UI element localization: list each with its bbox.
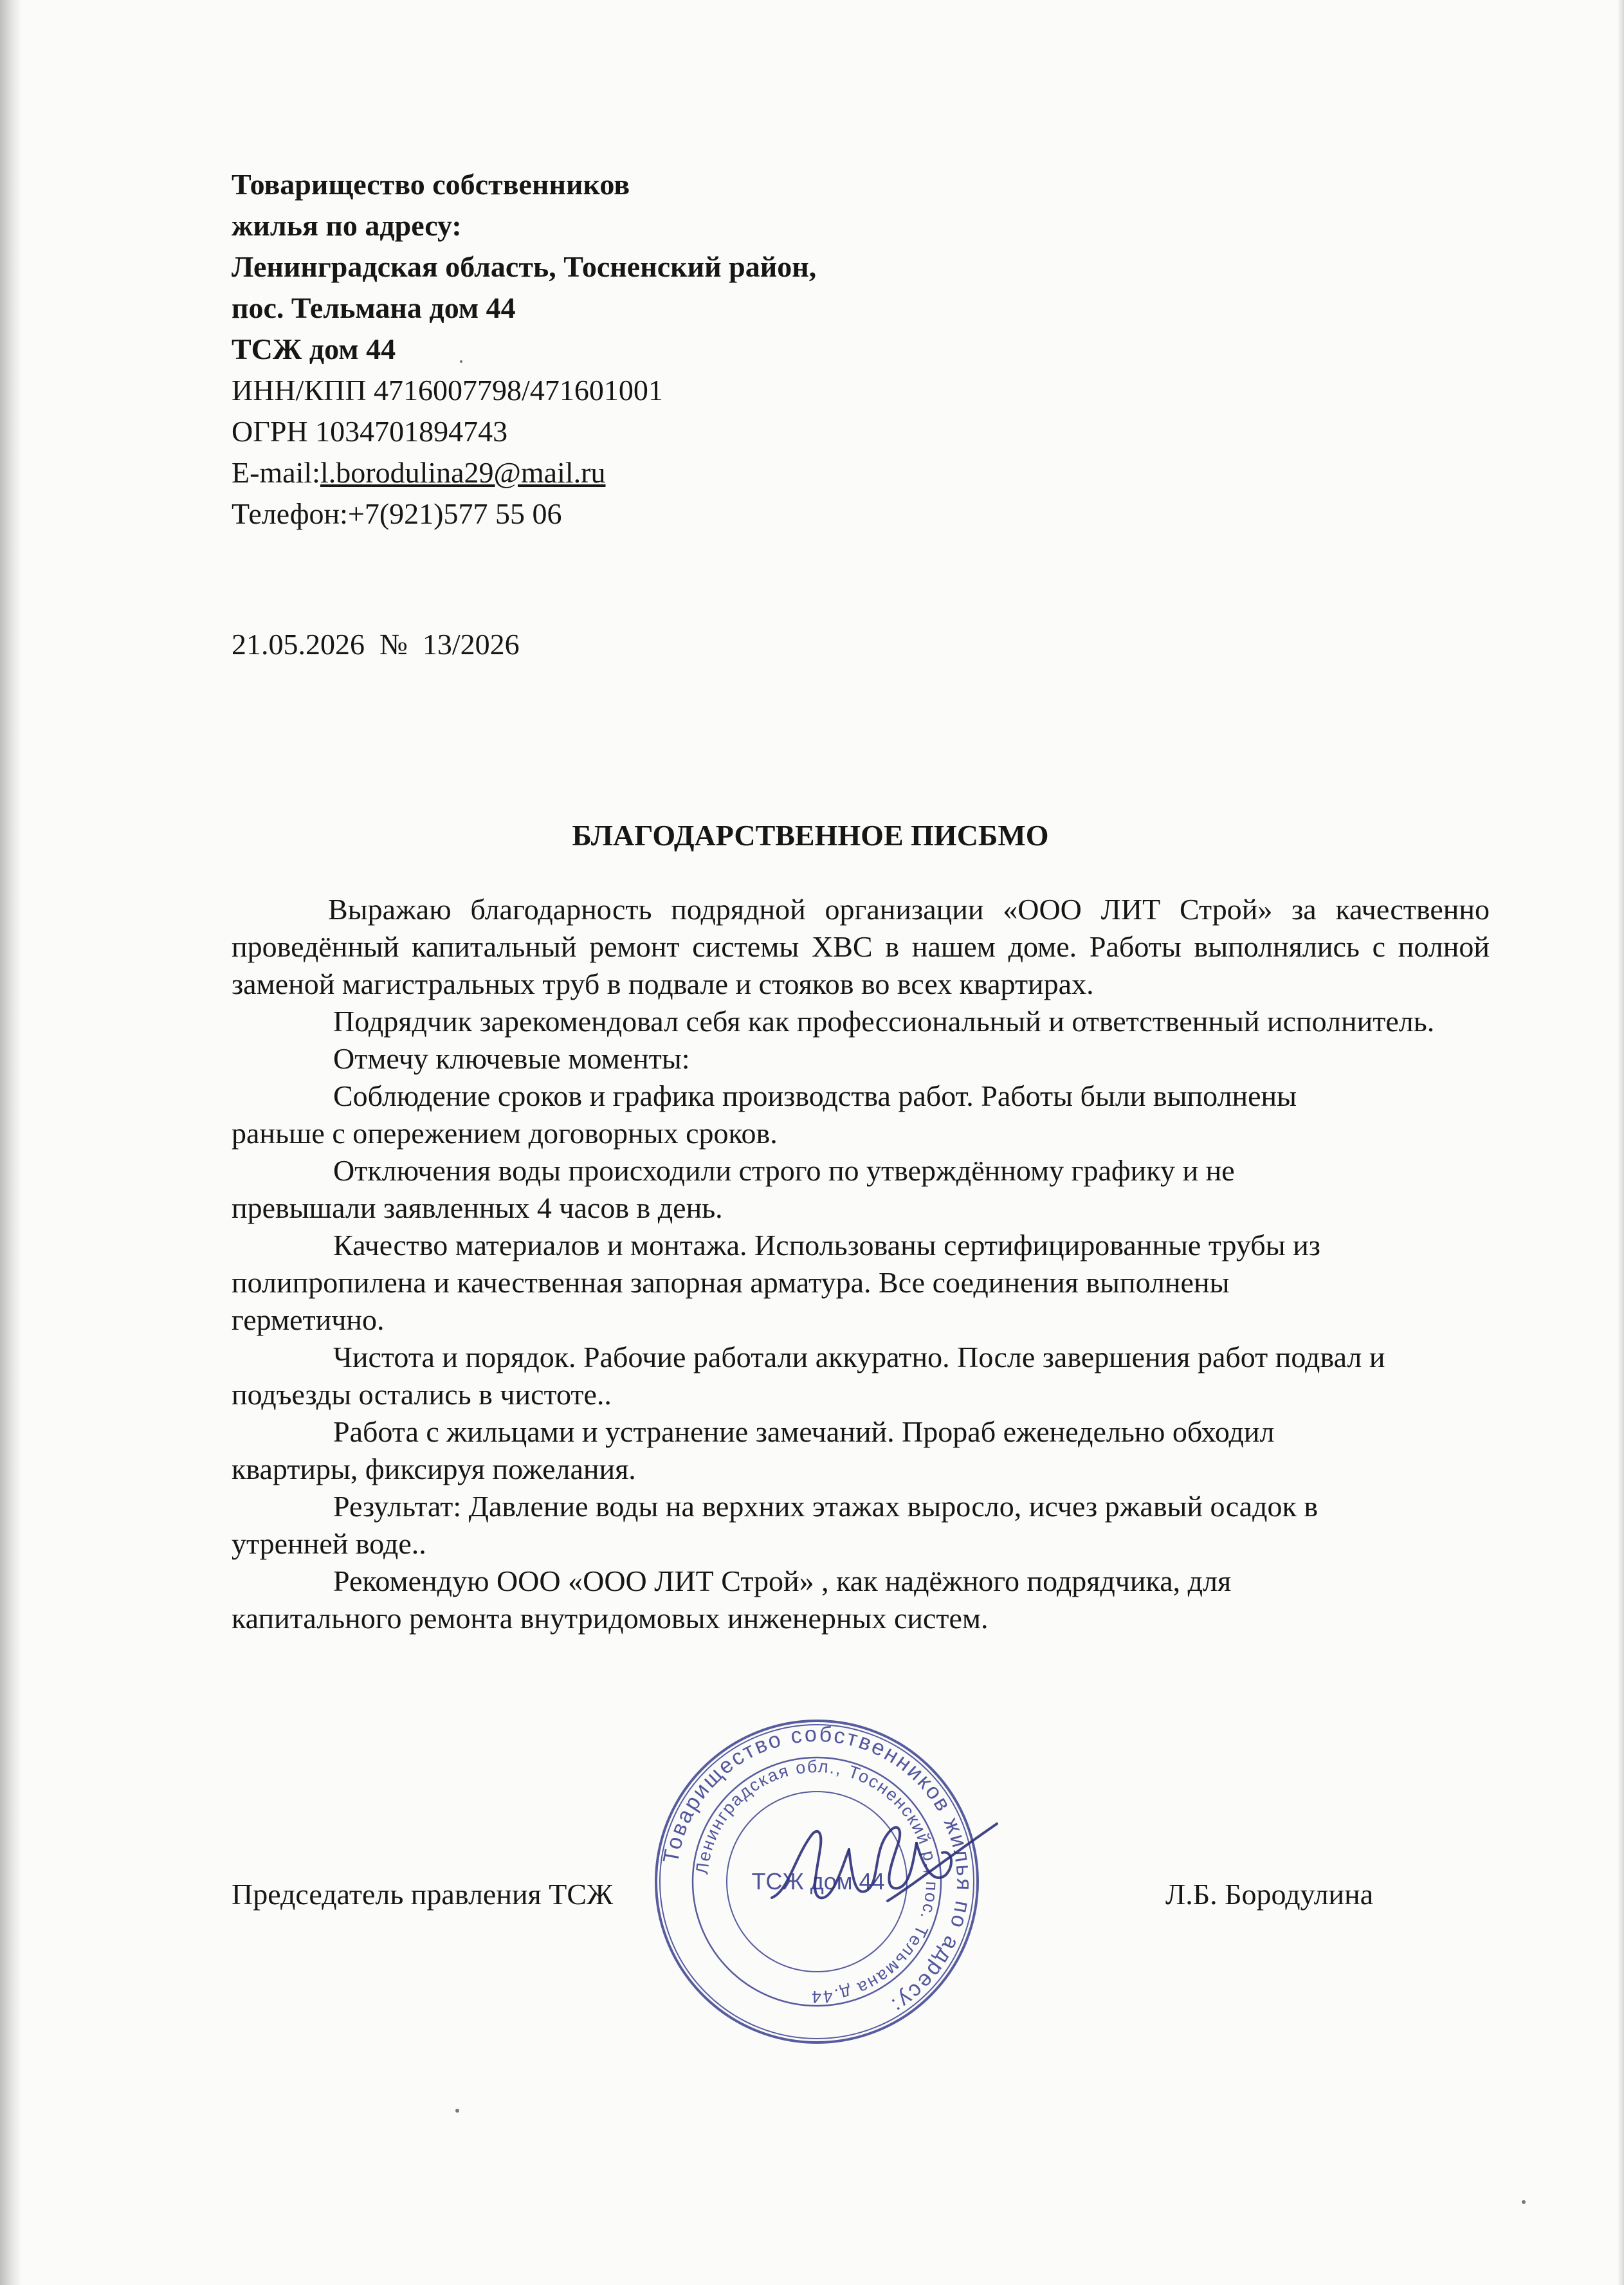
paper-speck bbox=[455, 2109, 459, 2113]
point-deadlines-line2: раньше с опережением договорных сроков. bbox=[232, 1117, 778, 1150]
address-line2: пос. Тельмана дом 44 bbox=[232, 291, 516, 324]
paper-speck bbox=[460, 360, 462, 363]
signatory-position: Председатель правления ТСЖ bbox=[232, 1878, 614, 1911]
point-materials-line1: Качество материалов и монтажа. Использованы сертифицированные трубы из bbox=[333, 1229, 1320, 1262]
point-water-off-line1: Отключения воды происходили строго по утверждённому графику и не bbox=[333, 1154, 1235, 1187]
point-result-line2: утренней воде.. bbox=[232, 1527, 426, 1560]
letter-body bbox=[232, 891, 1490, 1637]
point-residents-line2: квартиры, фиксируя пожелания. bbox=[232, 1453, 636, 1485]
signatory-name: Л.Б. Бородулина bbox=[1165, 1878, 1374, 1911]
handwritten-signature bbox=[759, 1788, 1003, 1956]
email-line bbox=[232, 452, 816, 493]
point-result-line1: Результат: Давление воды на верхних этажах выросло, исчез ржавый осадок в bbox=[333, 1490, 1318, 1523]
page-edge-shadow bbox=[0, 0, 22, 2285]
seal-center-text: ТСЖ дом 44 bbox=[751, 1868, 885, 1895]
paragraph-intro: Выражаю благодарность подрядной организации «ООО ЛИТ Строй» за качественно проведённый капитальный ремонт системы ХВС в нашем доме. Работы выполнялись с полной заменой магистральных труб в подвале и стояков во всех квартирах. bbox=[232, 893, 1490, 1000]
letter-title: БЛАГОДАРСТВЕННОЕ ПИСБМО bbox=[572, 819, 1049, 852]
seal-outer-text: Товарищество собственников жилья по адресу: bbox=[658, 1721, 977, 2019]
point-materials-line2: полипропилена и качественная запорная арматура. Все соединения выполнены bbox=[232, 1266, 1230, 1299]
paragraph-contractor: Подрядчик зарекомендовал себя как профессиональный и ответственный исполнитель. bbox=[333, 1005, 1435, 1038]
page-edge-shadow-right bbox=[1618, 0, 1624, 2285]
org-name-line2: жилья по адресу: bbox=[232, 209, 462, 242]
phone: Телефон:+7(921)577 55 06 bbox=[232, 497, 562, 530]
email-link[interactable]: l.borodulina29@mail.ru bbox=[320, 456, 606, 489]
org-name-line1: Товарищество собственников bbox=[232, 168, 630, 201]
ogrn: ОГРН 1034701894743 bbox=[232, 415, 508, 448]
point-cleanliness-line2: подъезды остались в чистоте.. bbox=[232, 1378, 612, 1411]
letter-date-number: 21.05.2026 № 13/2026 bbox=[232, 628, 520, 661]
point-water-off-line2: превышали заявленных 4 часов в день. bbox=[232, 1191, 723, 1224]
paragraph-key-points: Отмечу ключевые моменты: bbox=[333, 1042, 690, 1075]
paper-speck bbox=[1522, 2200, 1526, 2204]
point-materials-line3: герметично. bbox=[232, 1303, 385, 1336]
inn-kpp: ИНН/КПП 4716007798/471601001 bbox=[232, 374, 663, 407]
seal-inner-text: Ленинградская обл., Тосненский р., пос. Тельмана д.44 bbox=[692, 1756, 942, 2007]
recommendation-line2: капитального ремонта внутридомовых инженерных систем. bbox=[232, 1602, 989, 1635]
point-cleanliness-line1: Чистота и порядок. Рабочие работали аккуратно. После завершения работ подвал и bbox=[333, 1341, 1385, 1373]
recommendation-line1: Рекомендую ООО «ООО ЛИТ Строй» , как надёжного подрядчика, для bbox=[333, 1565, 1232, 1597]
email-label: E-mail: bbox=[232, 456, 320, 489]
org-short-name: ТСЖ дом 44 bbox=[232, 333, 396, 365]
point-residents-line1: Работа с жильцами и устранение замечаний. Прораб еженедельно обходил bbox=[333, 1415, 1275, 1448]
point-deadlines-line1: Соблюдение сроков и графика производства работ. Работы были выполнены bbox=[333, 1079, 1297, 1112]
letterhead bbox=[232, 164, 816, 535]
address-line1: Ленинградская область, Тосненский район, bbox=[232, 250, 817, 283]
